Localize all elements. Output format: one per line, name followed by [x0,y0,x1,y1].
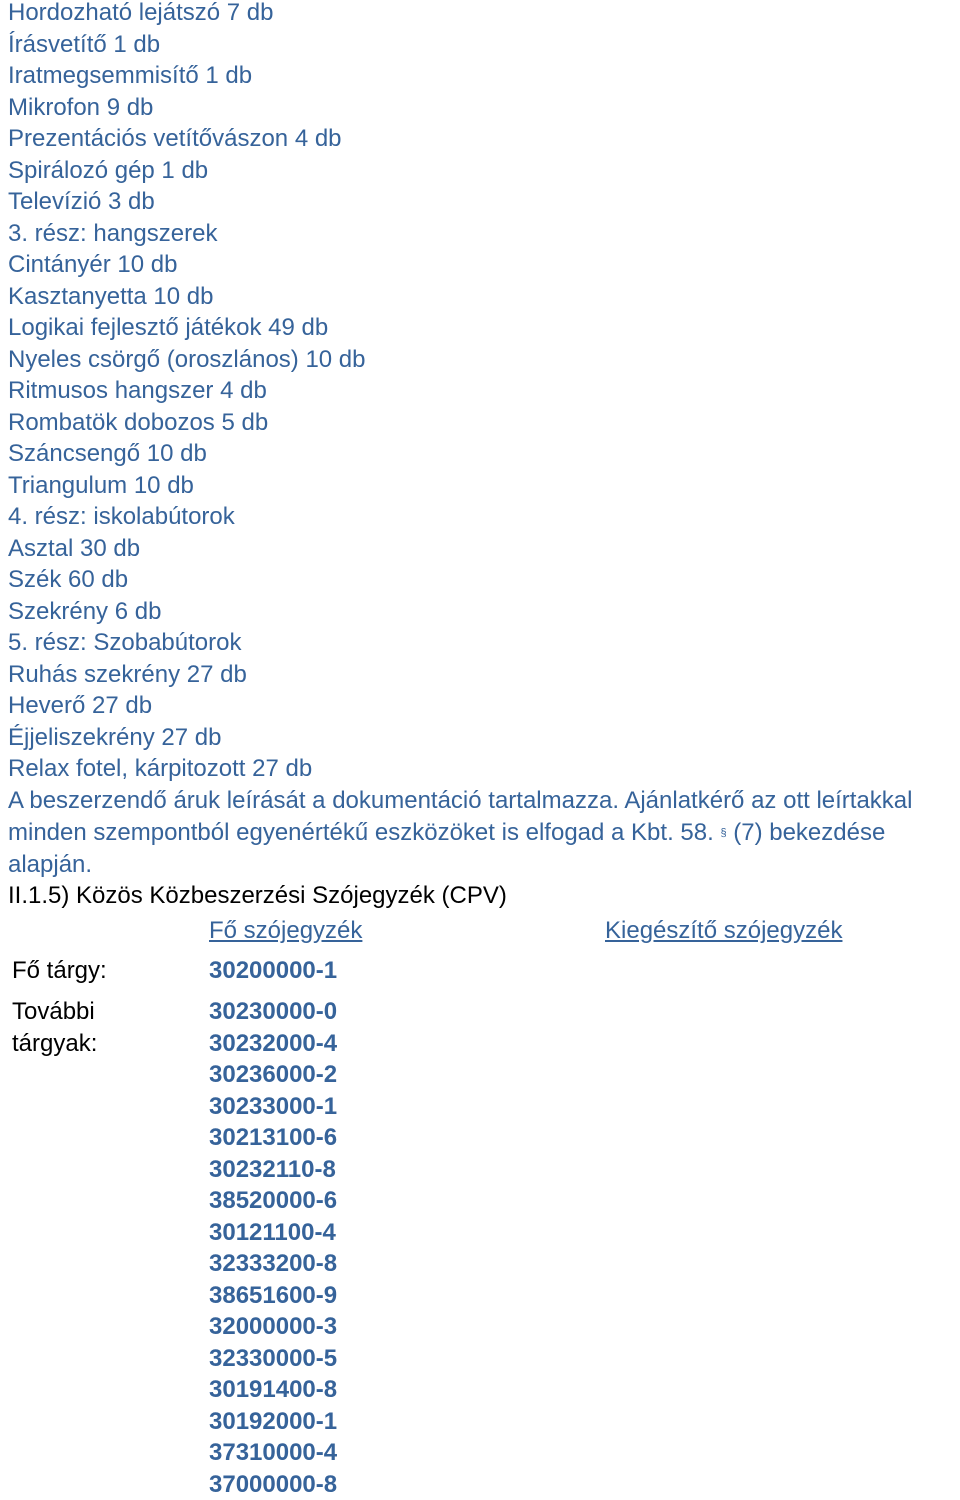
list-item: Kasztanyetta 10 db [8,281,956,313]
cpv-code: 37000000-8 [209,1469,337,1500]
list-item: Relax fotel, kárpitozott 27 db [8,753,956,785]
list-item: Asztal 30 db [8,533,956,565]
description-text: A beszerzendő áruk leírását a dokumentáció tartalmazza. Ajánlatkérő az ott leírtakkal minden szempontból egyenértékű eszközöket is elfogad a Kbt. 58. [8,787,912,846]
list-item: Hordozható lejátszó 7 db [8,0,956,29]
item-list [8,0,956,785]
section-heading: 3. rész: hangszerek [8,218,956,250]
section-heading: 4. rész: iskolabútorok [8,501,956,533]
list-item: Logikai fejlesztő játékok 49 db [8,312,956,344]
list-item: Cintányér 10 db [8,249,956,281]
cpv-code: 32000000-3 [209,1311,337,1343]
cpv-code: 30236000-2 [209,1059,337,1091]
list-item: Szék 60 db [8,564,956,596]
list-item: Ruhás szekrény 27 db [8,659,956,691]
cpv-code: 30232000-4 [209,1028,337,1060]
further-codes-list [209,996,337,1500]
cpv-heading: II.1.5) Közös Közbeszerzési Szójegyzék (CPV) [8,880,507,912]
cpv-code: 30232110-8 [209,1154,337,1186]
cpv-code: 30213100-6 [209,1122,337,1154]
list-item: Triangulum 10 db [8,470,956,502]
list-item: Televízió 3 db [8,186,956,218]
cpv-code: 30230000-0 [209,996,337,1028]
cpv-code: 30192000-1 [209,1406,337,1438]
list-item: Heverő 27 db [8,690,956,722]
cpv-code: 32330000-5 [209,1343,337,1375]
cpv-code: 30191400-8 [209,1374,337,1406]
cpv-code: 32333200-8 [209,1248,337,1280]
cpv-code: 30121100-4 [209,1217,337,1249]
list-item: Ritmusos hangszer 4 db [8,375,956,407]
main-object-code: 30200000-1 [209,955,337,987]
list-item: Szekrény 6 db [8,596,956,628]
supplementary-vocabulary-header: Kiegészítő szójegyzék [605,915,842,947]
list-item: Száncsengő 10 db [8,438,956,470]
description-text-end: (7) bekezdése alapján. [8,819,885,878]
list-item: Éjjeliszekrény 27 db [8,722,956,754]
list-item: Spirálozó gép 1 db [8,155,956,187]
list-item: Prezentációs vetítővászon 4 db [8,123,956,155]
section-sign: § [720,826,726,838]
list-item: Rombatök dobozos 5 db [8,407,956,439]
list-item: Iratmegsemmisítő 1 db [8,60,956,92]
list-item: Írásvetítő 1 db [8,29,956,61]
main-vocabulary-header: Fő szójegyzék [209,915,362,947]
list-item: Mikrofon 9 db [8,92,956,124]
cpv-code: 38651600-9 [209,1280,337,1312]
cpv-code: 30233000-1 [209,1091,337,1123]
section-heading: 5. rész: Szobabútorok [8,627,956,659]
further-objects-label: További tárgyak: [12,996,132,1059]
list-item: Nyeles csörgő (oroszlános) 10 db [8,344,956,376]
cpv-code: 38520000-6 [209,1185,337,1217]
cpv-code: 37310000-4 [209,1437,337,1469]
main-object-label: Fő tárgy: [12,955,107,987]
description-paragraph [8,785,956,880]
